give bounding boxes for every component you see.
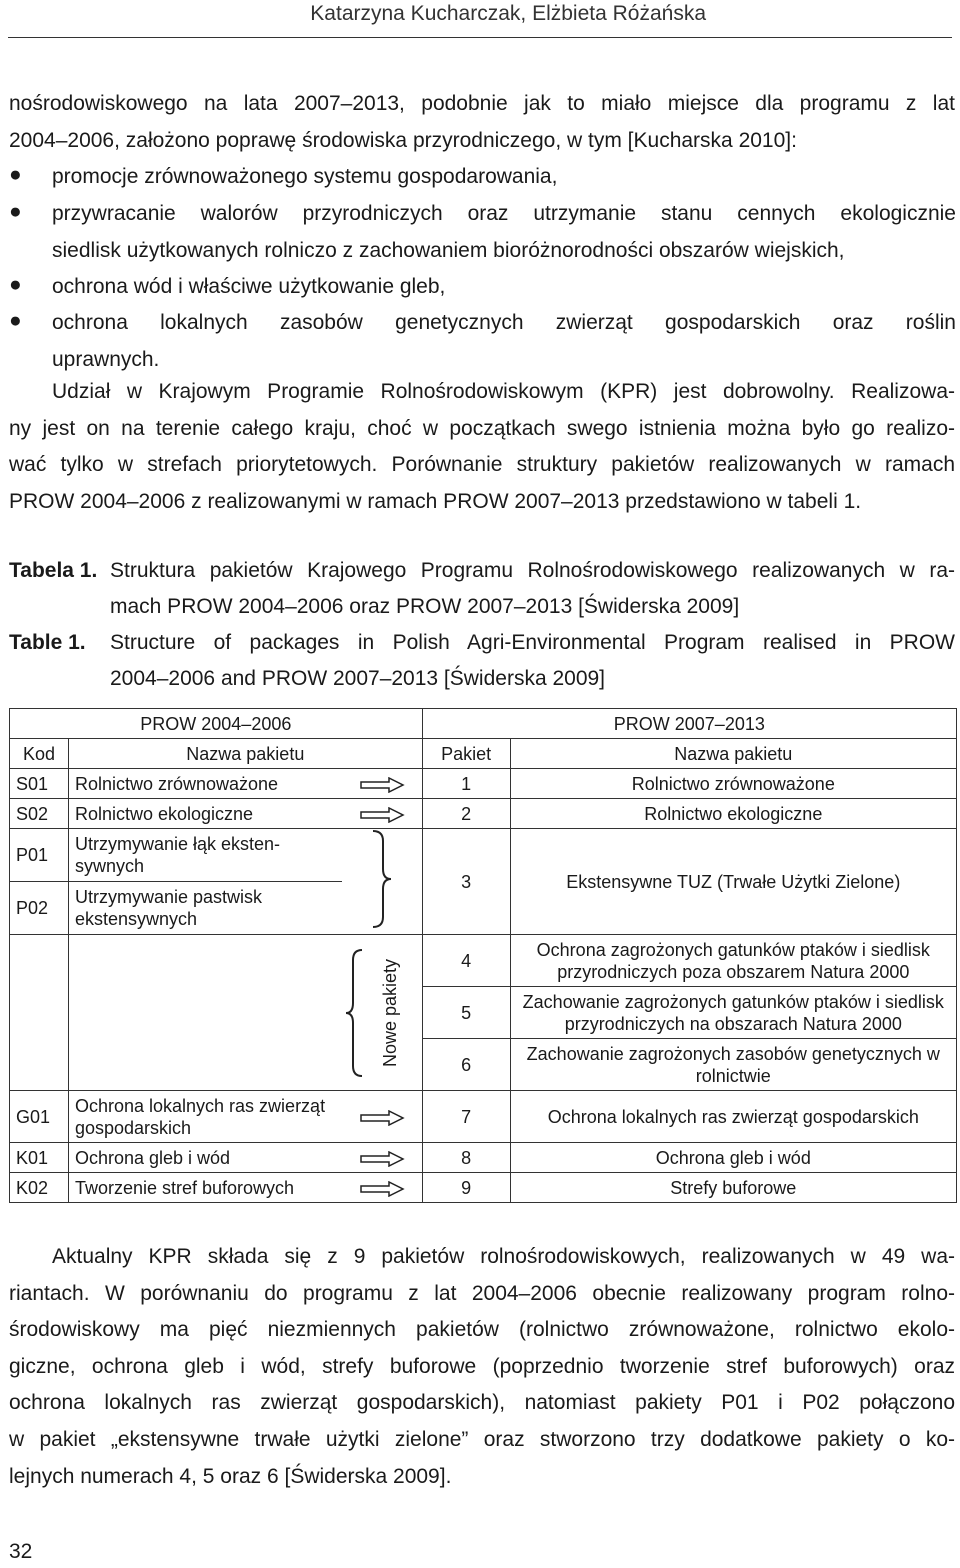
old-package-cell: Utrzymywanie pastwisk ekstensywnych [68,882,342,935]
text-line: siedlisk użytkowanych rolniczo z zachowaniem bioróżnorodności obszarów wiejskich, [52,238,845,262]
arrow-icon [342,799,422,829]
text-line: uprawnych. [52,347,160,371]
bullet-item [52,159,956,196]
text-line: przywracanie walorów przyrodniczych oraz utrzymanie stanu cennych ekologicznie [52,202,956,225]
body-paragraph [9,374,955,520]
text-line: środowiskowy ma pięć niezmiennych pakietów (rolnictwo zrównoważone, rolnictwo ekolo- [9,1318,955,1342]
intro-paragraph [9,86,955,159]
text-line: ochrona wód i właściwe użytkowanie gleb, [52,275,446,298]
packages-table [9,708,957,1203]
new-package-cell: Ekstensywne TUZ (Trwałe Użytki Zielone) [510,829,956,935]
pakiet-cell: 7 [422,1091,510,1143]
table-row [10,1143,957,1173]
old-package-cell: Tworzenie stref buforowych [68,1173,342,1203]
caption-label-pl: Tabela 1. [9,559,98,582]
pakiet-cell: 5 [422,987,510,1039]
text-line: giczne, ochrona gleb i wód, strefy buforowe (poprzednio tworzenie stref buforowych) oraz [9,1354,955,1378]
pakiet-cell: 1 [422,769,510,799]
bullet-item [52,305,956,378]
text-line: 2004–2006, założono poprawę środowiska przyrodniczego, w tym [Kucharska 2010]: [9,128,797,152]
text-line: PROW 2004–2006 z realizowanymi w ramach PROW 2007–2013 przedstawiono w tabeli 1. [9,489,862,513]
kod-cell: K02 [10,1173,69,1203]
right-brace-icon [342,829,422,935]
new-package-cell: Zachowanie zagrożonych zasobów genetycznych w rolnictwie [510,1039,956,1091]
kod-cell-empty [10,935,69,1091]
text-line: mach PROW 2004–2006 oraz PROW 2007–2013 [Świderska 2009] [110,595,740,618]
new-package-cell: Ochrona zagrożonych gatunków ptaków i siedlisk przyrodniczych poza obszarem Natura 2000 [510,935,956,987]
text-line: Udział w Krajowym Programie Rolnośrodowiskowym (KPR) jest dobrowolny. Realizowa- [52,380,955,403]
table-row [10,799,957,829]
table-group-header-row [10,709,957,739]
table-column-header-row [10,739,957,769]
new-package-cell: Ochrona gleb i wód [510,1143,956,1173]
kod-cell: S02 [10,799,69,829]
text-line: promocje zrównoważonego systemu gospodarowania, [52,165,558,188]
group-header-right: PROW 2007–2013 [422,709,956,739]
new-package-cell: Ochrona lokalnych ras zwierząt gospodarskich [510,1091,956,1143]
table-row [10,1091,957,1143]
column-header-pakiet: Pakiet [422,739,510,769]
arrow-icon [342,769,422,799]
bullet-icon: ● [9,163,22,186]
caption-text-en [110,625,955,697]
new-package-cell: Zachowanie zagrożonych gatunków ptaków i siedlisk przyrodniczych na obszarach Natura 2000 [510,987,956,1039]
old-package-cell: Utrzymywanie łąk eksten-sywnych [68,829,342,882]
old-package-cell: Ochrona lokalnych ras zwierząt gospodarskich [68,1091,342,1143]
new-package-cell: Rolnictwo zrównoważone [510,769,956,799]
new-package-cell: Rolnictwo ekologiczne [510,799,956,829]
new-packages-bracket [342,935,422,1091]
caption-label-en: Table 1. [9,631,86,654]
kod-cell: G01 [10,1091,69,1143]
pakiet-cell: 2 [422,799,510,829]
body-paragraph [9,1239,955,1495]
old-package-cell: Ochrona gleb i wód [68,1143,342,1173]
kod-cell: P01 [10,829,69,882]
text-line: ochrona lokalnych ras zwierząt gospodarskich), natomiast pakiety P01 i P02 połączono [9,1391,955,1415]
arrow-icon [342,1143,422,1173]
old-package-cell: Rolnictwo ekologiczne [68,799,342,829]
pakiet-cell: 8 [422,1143,510,1173]
bullet-icon: ● [9,200,22,223]
text-line: Structure of packages in Polish Agri-Environmental Program realised in PROW [110,631,955,654]
text-line: nośrodowiskowego na lata 2007–2013, podobnie jak to miało miejsce dla programu z lat [9,92,955,115]
text-line: w pakiet „ekstensywne trwałe użytki zielone” oraz stworzono trzy dodatkowe pakiety o ko- [9,1427,955,1451]
text-line: 2004–2006 and PROW 2007–2013 [Świderska 2009] [110,667,606,690]
pakiet-cell: 9 [422,1173,510,1203]
kod-cell: K01 [10,1143,69,1173]
old-package-cell-empty [68,935,342,1091]
old-package-cell: Rolnictwo zrównoważone [68,769,342,799]
kod-cell: P02 [10,882,69,935]
text-line: ochrona lokalnych zasobów genetycznych zwierząt gospodarskich oraz roślin [52,311,956,334]
table-caption [9,553,955,703]
table-row [10,769,957,799]
text-line: Aktualny KPR składa się z 9 pakietów rolnośrodowiskowych, realizowanych w 49 wa- [52,1245,955,1268]
new-package-cell: Strefy buforowe [510,1173,956,1203]
table-row [10,1173,957,1203]
bullet-icon: ● [9,273,22,296]
text-line: lejnych numerach 4, 5 oraz 6 [Świderska 2009]. [9,1464,452,1488]
table-row [10,829,957,882]
text-line: ny jest on na terenie całego kraju, choć w początkach swego istnienia można było go realizo- [9,416,955,440]
caption-text-pl [110,553,955,625]
column-header-nazwa-left: Nazwa pakietu [68,739,422,769]
text-line: riantach. W porównaniu do programu z lat 2004–2006 obecnie realizowany program rolno- [9,1281,955,1305]
column-header-kod: Kod [10,739,69,769]
group-header-left: PROW 2004–2006 [10,709,423,739]
arrow-icon [342,1173,422,1203]
bullet-icon: ● [9,309,22,332]
column-header-nazwa-right: Nazwa pakietu [510,739,956,769]
running-header: Katarzyna Kucharczak, Elżbieta Różańska [310,2,706,25]
bullet-item [52,196,956,269]
pakiet-cell: 4 [422,935,510,987]
header-rule [8,37,952,38]
pakiet-cell: 3 [422,829,510,935]
kod-cell: S01 [10,769,69,799]
table-row [10,935,957,987]
page-number: 32 [9,1540,33,1563]
text-line: wać tylko w strefach priorytetowych. Porównanie struktury pakietów realizowanych w ramach [9,453,955,477]
new-packages-label: Nowe pakiety [379,958,400,1067]
arrow-icon [342,1091,422,1143]
pakiet-cell: 6 [422,1039,510,1091]
text-line: Struktura pakietów Krajowego Programu Rolnośrodowiskowego realizowanych w ra- [110,559,955,582]
bullet-item [52,269,956,306]
